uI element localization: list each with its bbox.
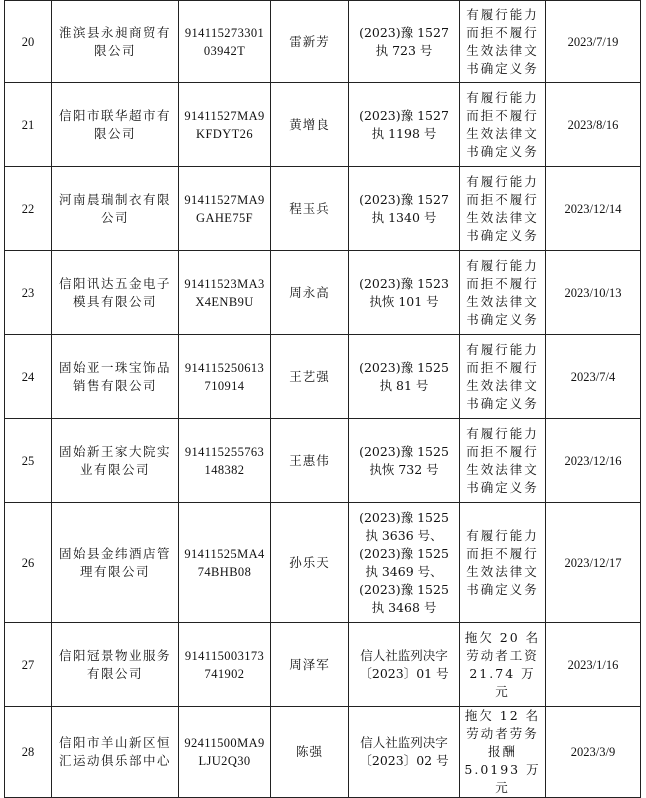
company-name: 信阳市羊山新区恒汇运动俱乐部中心 xyxy=(52,707,179,798)
reason: 有履行能力而拒不履行生效法律文书确定义务 xyxy=(460,419,546,503)
credit-code: 914115003173741902 xyxy=(179,623,271,707)
row-number: 25 xyxy=(5,419,52,503)
company-name: 信阳讯达五金电子模具有限公司 xyxy=(52,251,179,335)
table-row xyxy=(5,623,641,707)
table-row xyxy=(5,167,641,251)
table-row xyxy=(5,707,641,798)
credit-code: 914115255763148382 xyxy=(179,419,271,503)
legal-representative: 孙乐天 xyxy=(271,503,349,623)
credit-code: 91411527MA9GAHE75F xyxy=(179,167,271,251)
document-number: (2023)豫 1523 执恢 101 号 xyxy=(349,251,460,335)
credit-code: 914115250613710914 xyxy=(179,335,271,419)
blacklist-table xyxy=(4,0,641,798)
listing-date: 2023/12/14 xyxy=(546,167,641,251)
document-number: (2023)豫 1525 执恢 732 号 xyxy=(349,419,460,503)
document-number: (2023)豫 1527 执 1198 号 xyxy=(349,83,460,167)
reason: 有履行能力而拒不履行生效法律文书确定义务 xyxy=(460,335,546,419)
company-name: 固始县金纬酒店管理有限公司 xyxy=(52,503,179,623)
row-number: 24 xyxy=(5,335,52,419)
credit-code: 91411525MA474BHB08 xyxy=(179,503,271,623)
reason: 有履行能力而拒不履行生效法律文书确定义务 xyxy=(460,83,546,167)
listing-date: 2023/12/16 xyxy=(546,419,641,503)
table-row xyxy=(5,335,641,419)
table-row xyxy=(5,83,641,167)
document-number: 信人社监列决字〔2023〕02 号 xyxy=(349,707,460,798)
table-row xyxy=(5,503,641,623)
reason: 有履行能力而拒不履行生效法律文书确定义务 xyxy=(460,251,546,335)
company-name: 河南晨瑞制衣有限公司 xyxy=(52,167,179,251)
company-name: 固始新王家大院实业有限公司 xyxy=(52,419,179,503)
listing-date: 2023/8/16 xyxy=(546,83,641,167)
listing-date: 2023/3/9 xyxy=(546,707,641,798)
company-name: 固始亚一珠宝饰品销售有限公司 xyxy=(52,335,179,419)
credit-code: 92411500MA9LJU2Q30 xyxy=(179,707,271,798)
company-name: 信阳冠景物业服务有限公司 xyxy=(52,623,179,707)
row-number: 20 xyxy=(5,1,52,83)
listing-date: 2023/1/16 xyxy=(546,623,641,707)
row-number: 21 xyxy=(5,83,52,167)
legal-representative: 程玉兵 xyxy=(271,167,349,251)
credit-code: 91411527MA9KFDYT26 xyxy=(179,83,271,167)
legal-representative: 陈强 xyxy=(271,707,349,798)
reason: 拖欠 20 名劳动者工资 21.74 万元 xyxy=(460,623,546,707)
row-number: 23 xyxy=(5,251,52,335)
legal-representative: 王艺强 xyxy=(271,335,349,419)
document-number: (2023)豫 1527 执 1340 号 xyxy=(349,167,460,251)
row-number: 26 xyxy=(5,503,52,623)
table-row xyxy=(5,251,641,335)
document-number: (2023)豫 1525 执 81 号 xyxy=(349,335,460,419)
document-number: 信人社监列决字〔2023〕01 号 xyxy=(349,623,460,707)
listing-date: 2023/7/19 xyxy=(546,1,641,83)
legal-representative: 黄增良 xyxy=(271,83,349,167)
credit-code: 91411527330103942T xyxy=(179,1,271,83)
table-row xyxy=(5,1,641,83)
reason: 拖欠 12 名劳动者劳务报酬 5.0193 万元 xyxy=(460,707,546,798)
legal-representative: 周永高 xyxy=(271,251,349,335)
listing-date: 2023/10/13 xyxy=(546,251,641,335)
company-name: 信阳市联华超市有限公司 xyxy=(52,83,179,167)
row-number: 28 xyxy=(5,707,52,798)
listing-date: 2023/12/17 xyxy=(546,503,641,623)
row-number: 27 xyxy=(5,623,52,707)
listing-date: 2023/7/4 xyxy=(546,335,641,419)
reason: 有履行能力而拒不履行生效法律文书确定义务 xyxy=(460,1,546,83)
legal-representative: 雷新芳 xyxy=(271,1,349,83)
credit-code: 91411523MA3X4ENB9U xyxy=(179,251,271,335)
legal-representative: 王惠伟 xyxy=(271,419,349,503)
row-number: 22 xyxy=(5,167,52,251)
document-number: (2023)豫 1527 执 723 号 xyxy=(349,1,460,83)
document-number: (2023)豫 1525 执 3636 号、(2023)豫 1525 执 3469 号、(2023)豫 1525 执 3468 号 xyxy=(349,503,460,623)
reason: 有履行能力而拒不履行生效法律文书确定义务 xyxy=(460,167,546,251)
table-row xyxy=(5,419,641,503)
reason: 有履行能力而拒不履行生效法律文书确定义务 xyxy=(460,503,546,623)
legal-representative: 周泽军 xyxy=(271,623,349,707)
company-name: 淮滨县永昶商贸有限公司 xyxy=(52,1,179,83)
